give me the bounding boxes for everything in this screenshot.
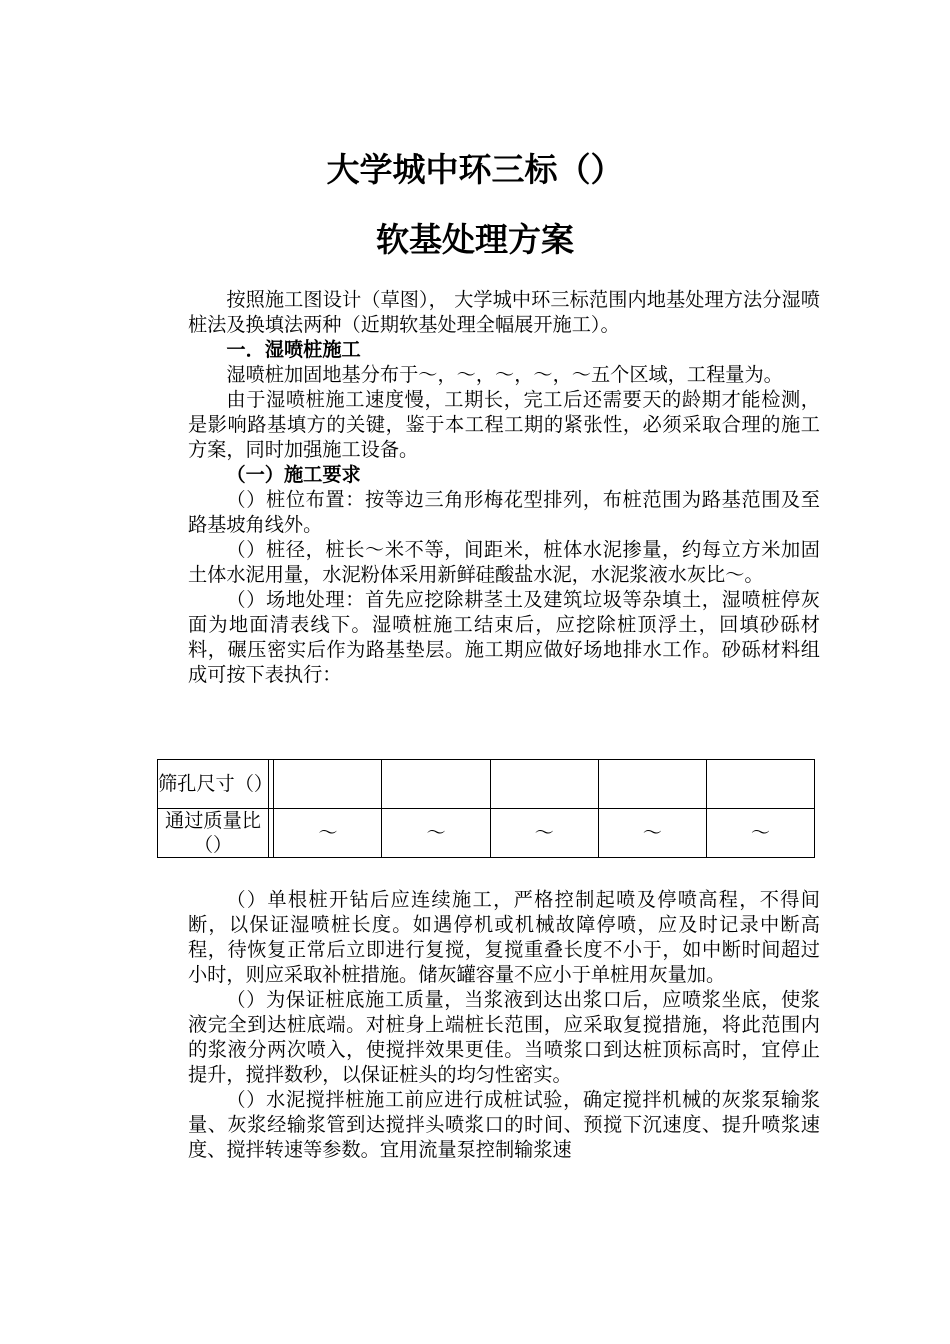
table-cell: [274, 760, 382, 809]
sieve-table: [157, 759, 815, 858]
table-cell: [598, 760, 706, 809]
table-cell: ～: [274, 809, 382, 858]
table-cell: [706, 760, 814, 809]
table-header-cell: 筛孔尺寸（）: [158, 760, 269, 809]
subsection-heading-requirements: （一）施工要求: [226, 463, 361, 486]
table-header-cell: 通过质量比（）: [158, 809, 269, 858]
body-section-lower: [188, 887, 820, 1162]
section-heading-wet-spray: 一．湿喷桩施工: [226, 338, 361, 361]
body-section-upper: [188, 287, 820, 687]
table-cell: ～: [706, 809, 814, 858]
requirement-4: （）单根桩开钻后应连续施工，严格控制起喷及停喷高程，不得间断，以保证湿喷桩长度。如遇停机或机械故障停喷，应及时记录中断高程，待恢复正常后立即进行复搅，复搅重叠长度不小于，如中断时间超过小时，则应采取补桩措施。储灰罐容量不应小于单桩用灰量加。: [188, 888, 820, 986]
table-cell: [490, 760, 598, 809]
table-cell: ～: [598, 809, 706, 858]
table-cell: [382, 760, 490, 809]
intro-paragraph: 按照施工图设计（草图）， 大学城中环三标范围内地基处理方法分湿喷桩法及换填法两种（近期软基处理全幅展开施工）。: [188, 288, 820, 336]
speed-paragraph: 由于湿喷桩施工速度慢，工期长，完工后还需要天的龄期才能检测，是影响路基填方的关键，鉴于本工程工期的紧张性，必须采取合理的施工方案，同时加强施工设备。: [188, 388, 820, 461]
table-cell: ～: [490, 809, 598, 858]
table-row: [158, 809, 815, 858]
requirement-6: （）水泥搅拌桩施工前应进行成桩试验，确定搅拌机械的灰浆泵输浆量、灰浆经输浆管到达搅拌头喷浆口的时间、预搅下沉速度、提升喷浆速度、搅拌转速等参数。宜用流量泵控制输浆速: [188, 1088, 820, 1161]
distribution-paragraph: 湿喷桩加固地基分布于～，～，～，～，～五个区域，工程量为。: [226, 363, 783, 386]
requirement-5: （）为保证桩底施工质量，当浆液到达出浆口后，应喷浆坐底，使浆液完全到达桩底端。对桩身上端桩长范围，应采取复搅措施，将此范围内的浆液分两次喷入，使搅拌效果更佳。当喷浆口到达桩顶标高时，宜停止提升，搅拌数秒，以保证桩头的均匀性密实。: [188, 988, 820, 1086]
requirement-2: （）桩径，桩长～米不等，间距米，桩体水泥掺量，约每立方米加固土体水泥用量，水泥粉体采用新鲜硅酸盐水泥，水泥浆液水灰比～。: [188, 538, 820, 586]
document-title: 大学城中环三标（）: [326, 150, 624, 189]
table-cell: ～: [382, 809, 490, 858]
requirement-3: （）场地处理：首先应挖除耕茎土及建筑垃圾等杂填土，湿喷桩停灰面为地面清表线下。湿喷桩施工结束后，应挖除桩顶浮土，回填砂砾材料，碾压密实后作为路基垫层。施工期应做好场地排水工作。砂砾材料组成可按下表执行：: [188, 588, 820, 686]
table-row: [158, 760, 815, 809]
document-subtitle: 软基处理方案: [376, 220, 574, 259]
requirement-1: （）桩位布置：按等边三角形梅花型排列，布桩范围为路基范围及至路基坡角线外。: [188, 488, 820, 536]
